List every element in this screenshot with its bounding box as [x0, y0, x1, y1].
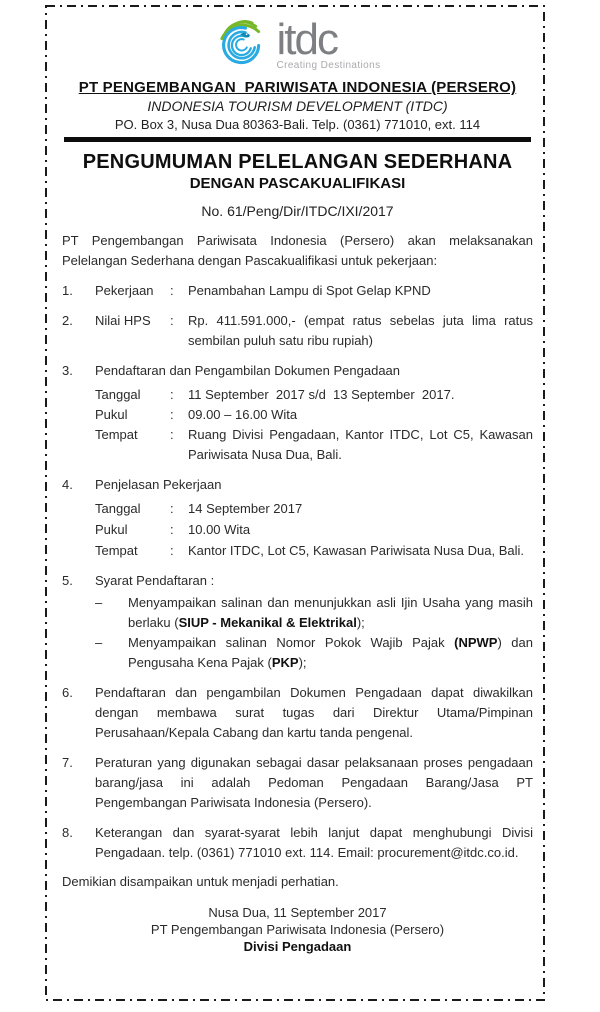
- colon-separator: :: [170, 407, 174, 422]
- intro-paragraph: PT Pengembangan Pariwisata Indonesia (Persero) akan melaksanakan Pelelangan Sederhana dengan Pascakualifikasi untuk pekerjaan:: [62, 233, 533, 268]
- item-5-syarat: [62, 571, 533, 673]
- item-6-perwakilan: [62, 683, 533, 743]
- footer-company: PT Pengembangan Pariwisata Indonesia (Persero): [150, 922, 445, 937]
- announcement-number: No. 61/Peng/Dir/ITDC/IXI/2017: [201, 203, 394, 219]
- bullet-text-mid: ) dan Pengusaha Kena Pajak (: [128, 635, 533, 670]
- announcement-document: [46, 6, 544, 1000]
- bullet-text-bold: PKP: [271, 655, 299, 670]
- colon-separator: :: [170, 387, 174, 402]
- colon-separator: :: [170, 313, 174, 328]
- detail-label: Tempat: [95, 543, 138, 558]
- announcement-body: [62, 231, 533, 955]
- bullet-text-post: );: [356, 615, 365, 630]
- colon-separator: :: [170, 501, 174, 516]
- detail-value: 09.00 – 16.00 Wita: [188, 407, 298, 422]
- colon-separator: :: [170, 283, 174, 298]
- detail-label: Pukul: [95, 407, 128, 422]
- item-heading: Syarat Pendaftaran :: [95, 573, 215, 588]
- closing-paragraph: Demikian disampaikan untuk menjadi perhatian.: [62, 874, 339, 889]
- item-number: 3.: [62, 363, 73, 378]
- detail-label: Tanggal: [95, 501, 141, 516]
- bullet-item-siup: [95, 593, 533, 633]
- logo-wordmark: itdc: [276, 14, 337, 64]
- logo-swirl-icon: [214, 15, 270, 76]
- bullet-dash: –: [95, 635, 103, 650]
- detail-value: 11 September 2017 s/d 13 September 2017.: [188, 387, 455, 402]
- item-number: 6.: [62, 685, 73, 700]
- item-1-pekerjaan: [62, 281, 533, 301]
- bullet-text: [128, 593, 533, 633]
- detail-row-tanggal: [95, 499, 533, 519]
- bullet-dash: –: [95, 595, 103, 610]
- footer-place-date: Nusa Dua, 11 September 2017: [208, 905, 387, 920]
- detail-value: 10.00 Wita: [188, 522, 251, 537]
- announcement-title: PENGUMUMAN PELELANGAN SEDERHANA: [82, 151, 513, 173]
- colon-separator: :: [170, 543, 174, 558]
- bullet-text-post: );: [298, 655, 307, 670]
- item-number: 5.: [62, 573, 73, 588]
- bullet-text-bold: SIUP - Mekanikal & Elektrikal: [178, 615, 357, 630]
- colon-separator: :: [170, 427, 174, 442]
- item-8-keterangan: [62, 823, 533, 863]
- signature-block: [62, 904, 533, 955]
- company-name: PT PENGEMBANGAN PARIWISATA INDONESIA (PERSERO): [78, 79, 517, 96]
- bullet-text-bold: (NPWP: [454, 635, 498, 650]
- detail-label: Pukul: [95, 522, 128, 537]
- header-divider-bar: [64, 137, 531, 142]
- detail-row-pukul: [95, 520, 533, 540]
- footer-division: Divisi Pengadaan: [243, 939, 352, 954]
- item-heading: Penjelasan Pekerjaan: [95, 477, 222, 492]
- item-number: 4.: [62, 477, 73, 492]
- colon-separator: :: [170, 522, 174, 537]
- logo-tagline: Creating Destinations: [276, 59, 381, 71]
- item-4-penjelasan: [62, 475, 533, 561]
- company-english-name: INDONESIA TOURISM DEVELOPMENT (ITDC): [147, 98, 448, 114]
- detail-value: Kantor ITDC, Lot C5, Kawasan Pariwisata Nusa Dua, Bali.: [188, 543, 524, 558]
- bullet-text-pre: Menyampaikan salinan Nomor Pokok Wajib Pajak: [128, 635, 455, 650]
- detail-value: 14 September 2017: [188, 501, 303, 516]
- bullet-item-npwp: [95, 633, 533, 673]
- item-value: Rp. 411.591.000,- (empat ratus sebelas juta lima ratus sembilan puluh satu ribu rupiah): [188, 313, 533, 348]
- bullet-text-pre: Menyampaikan salinan dan menunjukkan asli Ijin Usaha yang masih berlaku (: [128, 595, 533, 630]
- item-number: 7.: [62, 755, 73, 770]
- detail-label: Tanggal: [95, 387, 141, 402]
- item-7-peraturan: [62, 753, 533, 813]
- detail-row-tempat: [95, 541, 533, 561]
- company-address: PO. Box 3, Nusa Dua 80363-Bali. Telp. (0361) 771010, ext. 114: [114, 117, 481, 132]
- item-text: Pendaftaran dan pengambilan Dokumen Pengadaan dapat diwakilkan dengan membawa surat tugas dari Direktur Utama/Pimpinan Perusahaan/Kepala Cabang dan kartu tanda pengenal.: [95, 685, 533, 740]
- detail-row-tanggal: [95, 385, 533, 405]
- item-heading: Pendaftaran dan Pengambilan Dokumen Pengadaan: [95, 363, 401, 378]
- item-text: Keterangan dan syarat-syarat lebih lanjut dapat menghubungi Divisi Pengadaan. telp. (0361) 771010 ext. 114. Email: procurement@itdc.co.id.: [95, 825, 533, 860]
- detail-label: Tempat: [95, 427, 138, 442]
- detail-row-pukul: [95, 405, 533, 425]
- item-label: Nilai HPS: [95, 313, 151, 328]
- itdc-logo: [62, 14, 533, 76]
- item-value: Penambahan Lampu di Spot Gelap KPND: [188, 283, 431, 298]
- announcement-subtitle: DENGAN PASCAKUALIFIKASI: [189, 175, 406, 192]
- item-number: 1.: [62, 283, 73, 298]
- detail-row-tempat: [95, 425, 533, 465]
- item-label: Pekerjaan: [95, 283, 154, 298]
- item-number: 2.: [62, 313, 73, 328]
- item-2-nilai-hps: [62, 311, 533, 351]
- item-3-pendaftaran: [62, 361, 533, 465]
- item-text: Peraturan yang digunakan sebagai dasar pelaksanaan proses pengadaan barang/jasa ini adalah Pedoman Pengadaan Barang/Jasa PT Pengembangan Pariwisata Indonesia (Persero).: [95, 755, 533, 810]
- detail-value: Ruang Divisi Pengadaan, Kantor ITDC, Lot C5, Kawasan Pariwisata Nusa Dua, Bali.: [188, 427, 533, 462]
- bullet-text: [128, 633, 533, 673]
- item-number: 8.: [62, 825, 73, 840]
